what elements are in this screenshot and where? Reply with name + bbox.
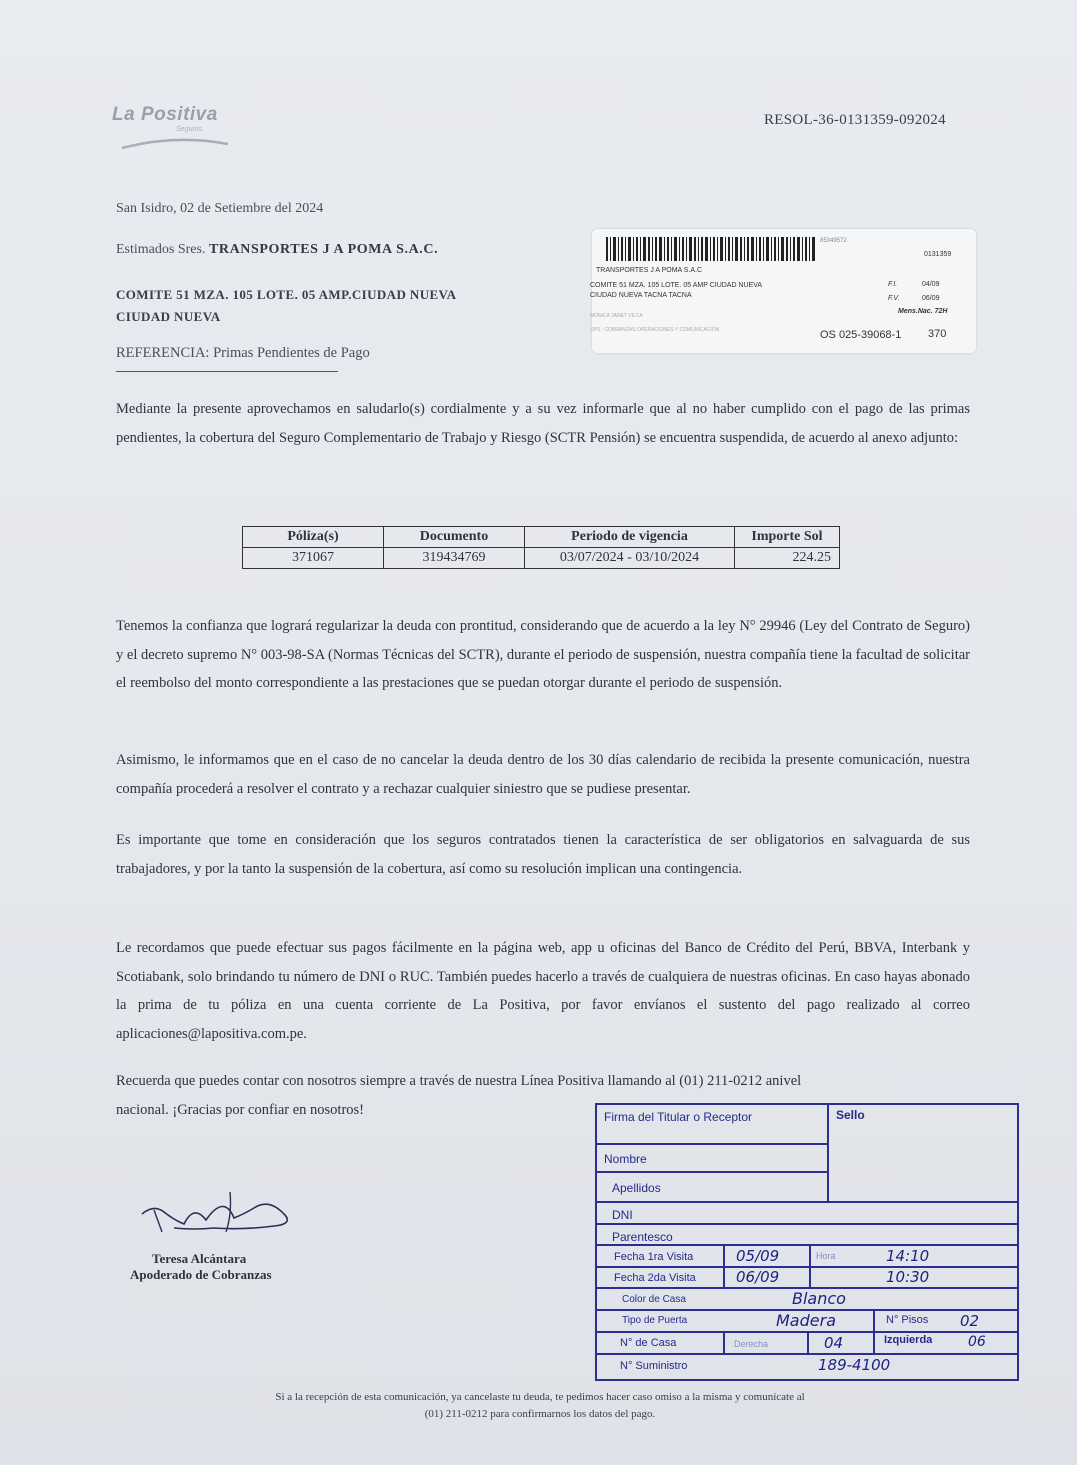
field-hora2-value: 10:30	[886, 1268, 930, 1286]
field-ncasa-label: N° de Casa	[620, 1337, 677, 1349]
label-fv-value: 06/09	[922, 295, 940, 302]
field-derecha-value: 04	[824, 1334, 844, 1352]
field-color-label: Color de Casa	[622, 1294, 686, 1305]
greeting	[116, 242, 438, 258]
receipt-stamp	[592, 1100, 1024, 1386]
field-parentesco: Parentesco	[612, 1230, 673, 1244]
paragraph-6-line-1: Recuerda que puedes contar con nosotros siempre a través de nuestra Línea Positiva llamando al (01) 211-0212 anivel	[116, 1073, 802, 1089]
label-code: 0131359	[924, 251, 952, 258]
label-service: Mens.Nac. 72H	[898, 308, 948, 315]
table-row	[243, 548, 840, 569]
resolution-number: RESOL-36-0131359-092024	[764, 112, 946, 128]
field-dni: DNI	[612, 1208, 633, 1222]
table-header-row	[243, 527, 840, 548]
field-derecha-label: Derecha	[734, 1339, 769, 1349]
recipient-company: TRANSPORTES J A POMA S.A.C.	[208, 242, 439, 257]
label-fv: F.V.	[888, 295, 900, 302]
col-poliza: Póliza(s)	[243, 527, 384, 548]
logo-swoosh-icon	[120, 136, 230, 150]
label-agent: MONICA JANET VILCA	[590, 313, 643, 319]
label-os-number: OS 025-39068-1	[820, 329, 902, 341]
field-color-value: Blanco	[792, 1289, 846, 1308]
col-importe: Importe Sol	[735, 527, 840, 548]
address-line-1: COMITE 51 MZA. 105 LOTE. 05 AMP.CIUDAD NUEVA	[116, 287, 457, 302]
mail-label	[592, 229, 976, 353]
field-pisos-label: N° Pisos	[886, 1314, 929, 1326]
cell-importe: 224.25	[735, 548, 840, 569]
label-os-suffix: 370	[928, 328, 947, 340]
signer-role: Apoderado de Cobranzas	[130, 1267, 272, 1282]
policy-table	[242, 526, 840, 569]
field-izquierda-label: Izquierda	[884, 1334, 933, 1346]
signature-icon	[134, 1184, 304, 1244]
label-address-2: CIUDAD NUEVA TACNA TACNA	[590, 292, 692, 299]
logo-subtitle: Seguros	[176, 126, 203, 133]
barcode-number: 85349572	[820, 238, 847, 244]
paragraph-3: Asimismo, le informamos que en el caso de no cancelar la deuda dentro de los 30 días calendario de recibida la presente comunicación, nuestra compañía procederá a resolver el contrato y a rechazar cualquier siniestro que se pudiese presentar.	[116, 752, 970, 797]
letter-date: San Isidro, 02 de Setiembre del 2024	[116, 201, 324, 216]
field-nombre: Nombre	[604, 1152, 647, 1166]
paragraph-5: Le recordamos que puede efectuar sus pagos fácilmente en la página web, app u oficinas del Banco de Crédito del Perú, BBVA, Interbank y Scotiabank, solo brindando tu número de DNI o RUC. También puedes hacerlo a través de cualquiera de nuestras oficinas. En caso hayas abonado la prima de tu póliza en una cuenta corriente de La Positiva, por favor envíanos el sustento del pago realizado al correo aplicaciones@lapositiva.com.pe.	[116, 940, 970, 1042]
cell-documento: 319434769	[384, 548, 525, 569]
label-dept: UPS : COBRANZAS OPERACIONES Y COMUNICACION	[590, 327, 720, 333]
field-izquierda-value: 06	[968, 1334, 986, 1350]
col-periodo: Periodo de vigencia	[525, 527, 735, 548]
paragraph-2: Tenemos la confianza que logrará regularizar la deuda con prontitud, considerando que de acuerdo a la ley N° 29946 (Ley del Contrato de Seguro) y el decreto supremo N° 003-98-SA (Normas Técnicas del SCTR), durante el periodo de suspensión, nuestra compañía tiene la facultad de solicitar el reembolso del monto correspondiente a las prestaciones que se puedan otorgar durante el periodo de suspensión.	[116, 618, 970, 691]
company-logo: La Positiva	[112, 104, 218, 125]
label-fi-value: 04/09	[922, 281, 940, 288]
label-name: TRANSPORTES J A POMA S.A.C	[596, 267, 703, 274]
field-fecha1-label: Fecha 1ra Visita	[614, 1251, 694, 1263]
greeting-prefix: Estimados Sres.	[116, 242, 206, 257]
field-sello: Sello	[836, 1108, 865, 1122]
paragraph-1: Mediante la presente aprovechamos en saludarlo(s) cordialmente y a su vez informarle que al no haber cumplido con el pago de las primas pendientes, la cobertura del Seguro Complementario de Trabajo y Riesgo (SCTR Pensión) se encuentra suspendida, de acuerdo al anexo adjunto:	[116, 401, 970, 446]
field-puerta-value: Madera	[776, 1311, 836, 1330]
footer-line-2: (01) 211-0212 para confirmarnos los datos del pago.	[424, 1408, 656, 1420]
signer-name: Teresa Alcántara	[152, 1251, 247, 1266]
field-fecha2-value: 06/09	[736, 1268, 780, 1286]
field-suministro-label: N° Suministro	[620, 1360, 688, 1372]
col-documento: Documento	[384, 527, 525, 548]
cell-periodo: 03/07/2024 - 03/10/2024	[525, 548, 735, 569]
recipient-address	[116, 284, 536, 328]
field-apellidos: Apellidos	[612, 1181, 661, 1195]
field-pisos-value: 02	[960, 1312, 980, 1330]
paragraph-4: Es importante que tome en consideración que los seguros contratados tienen la característica de ser obligatorios en salvaguarda de sus trabajadores, y por la tanto la suspensión de la cobertura, así como su resolución implican una contingencia.	[116, 832, 970, 877]
cell-poliza: 371067	[243, 548, 384, 569]
paragraph-6-line-2: nacional. ¡Gracias por confiar en nosotros!	[116, 1101, 365, 1118]
field-fecha1-value: 05/09	[736, 1247, 780, 1265]
field-puerta-label: Tipo de Puerta	[622, 1315, 688, 1326]
field-hora-label: Hora	[816, 1251, 836, 1261]
field-firma: Firma del Titular o Receptor	[604, 1110, 753, 1124]
reference-line: REFERENCIA: Primas Pendientes de Pago	[116, 345, 370, 361]
field-suministro-value: 189-4100	[818, 1356, 891, 1374]
field-fecha2-label: Fecha 2da Visita	[614, 1272, 696, 1284]
label-fi: F.I.	[888, 281, 898, 288]
field-hora1-value: 14:10	[886, 1247, 930, 1265]
reference-underline	[116, 371, 338, 372]
footer-note	[120, 1389, 960, 1423]
label-address-1: COMITE 51 MZA. 105 LOTE. 05 AMP CIUDAD NUEVA	[590, 282, 763, 289]
address-line-2: CIUDAD NUEVA	[116, 309, 221, 324]
footer-line-1: Si a la recepción de esta comunicación, ya cancelaste tu deuda, te pedimos hacer caso omiso a la misma y comunícate al	[275, 1391, 805, 1403]
barcode-icon	[606, 237, 818, 261]
